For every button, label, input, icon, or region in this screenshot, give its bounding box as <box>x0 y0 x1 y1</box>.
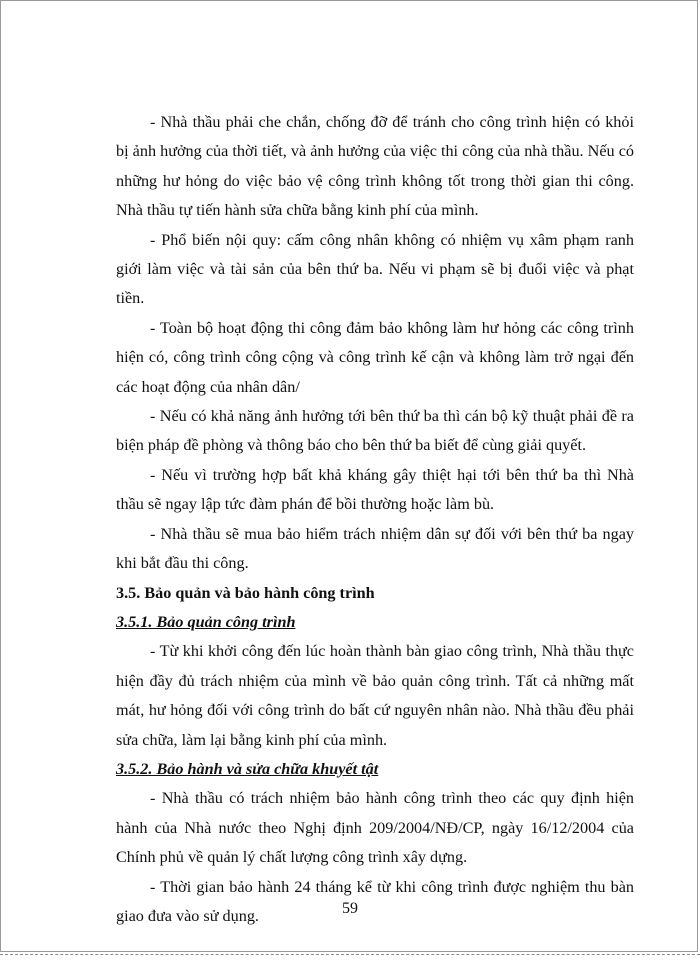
paragraph-warranty-regulation: - Nhà thầu có trách nhiệm bảo hành công trình theo các quy định hiện hành của Nhà nước theo Nghị định 209/2004/NĐ/CP, ngày 16/12/2004 của Chính phủ về quản lý chất lượng công trình xây dựng. <box>116 789 634 867</box>
paragraph-warranty-period: - Thời gian bảo hành 24 tháng kể từ khi công trình được nghiệm thu bàn giao đưa vào sử dụng. <box>116 877 634 925</box>
page-number: 59 <box>342 900 358 917</box>
subsection-heading-preservation: 3.5.1. Bảo quản công trình <box>116 612 296 631</box>
document-body <box>116 108 634 931</box>
paragraph-site-rules: - Phổ biến nội quy: cấm công nhân không có nhiệm vụ xâm phạm ranh giới làm việc và tài sản của bên thứ ba. Nếu vi phạm sẽ bị đuổi việc và phạt tiền. <box>116 230 634 308</box>
paragraph-force-majeure: - Nếu vì trường hợp bất khả kháng gây thiệt hại tới bên thứ ba thì Nhà thầu sẽ ngay lập tức đàm phán để bồi thường hoặc làm bù. <box>116 465 634 514</box>
paragraph-no-damage: - Toàn bộ hoạt động thi công đảm bảo không làm hư hỏng các công trình hiện có, công trình công cộng và công trình kế cận và không làm trở ngại đến các hoạt động của nhân dân/ <box>116 318 634 396</box>
paragraph-preservation: - Từ khi khởi công đến lúc hoàn thành bàn giao công trình, Nhà thầu thực hiện đầy đủ trách nhiệm của mình về bảo quản công trình. Tất cả những mất mát, hư hỏng đối với công trình do bất cứ nguyên nhân nào. Nhà thầu đều phải sửa chữa, làm lại bằng kinh phí của mình. <box>116 642 634 749</box>
paragraph-third-party-measures: - Nếu có khả năng ảnh hưởng tới bên thứ ba thì cán bộ kỹ thuật phải đề ra biện pháp đề phòng và thông báo cho bên thứ ba biết để cùng giải quyết. <box>116 407 634 455</box>
bottom-divider <box>0 954 700 955</box>
paragraph-insurance: - Nhà thầu sẽ mua bảo hiểm trách nhiệm dân sự đối với bên thứ ba ngay khi bắt đầu thi công. <box>116 524 634 573</box>
section-heading: 3.5. Bảo quản và bảo hành công trình <box>116 583 375 602</box>
paragraph-protect-existing-works: - Nhà thầu phải che chắn, chống đỡ để tránh cho công trình hiện có khỏi bị ảnh hưởng của thời tiết, và ảnh hưởng của việc thi công của nhà thầu. Nếu có những hư hỏng do việc bảo vệ công trình không tốt trong thời gian thi công. Nhà thầu tự tiến hành sửa chữa bằng kinh phí của mình. <box>116 113 634 220</box>
subsection-heading-warranty: 3.5.2. Bảo hành và sửa chữa khuyết tật <box>116 759 379 778</box>
